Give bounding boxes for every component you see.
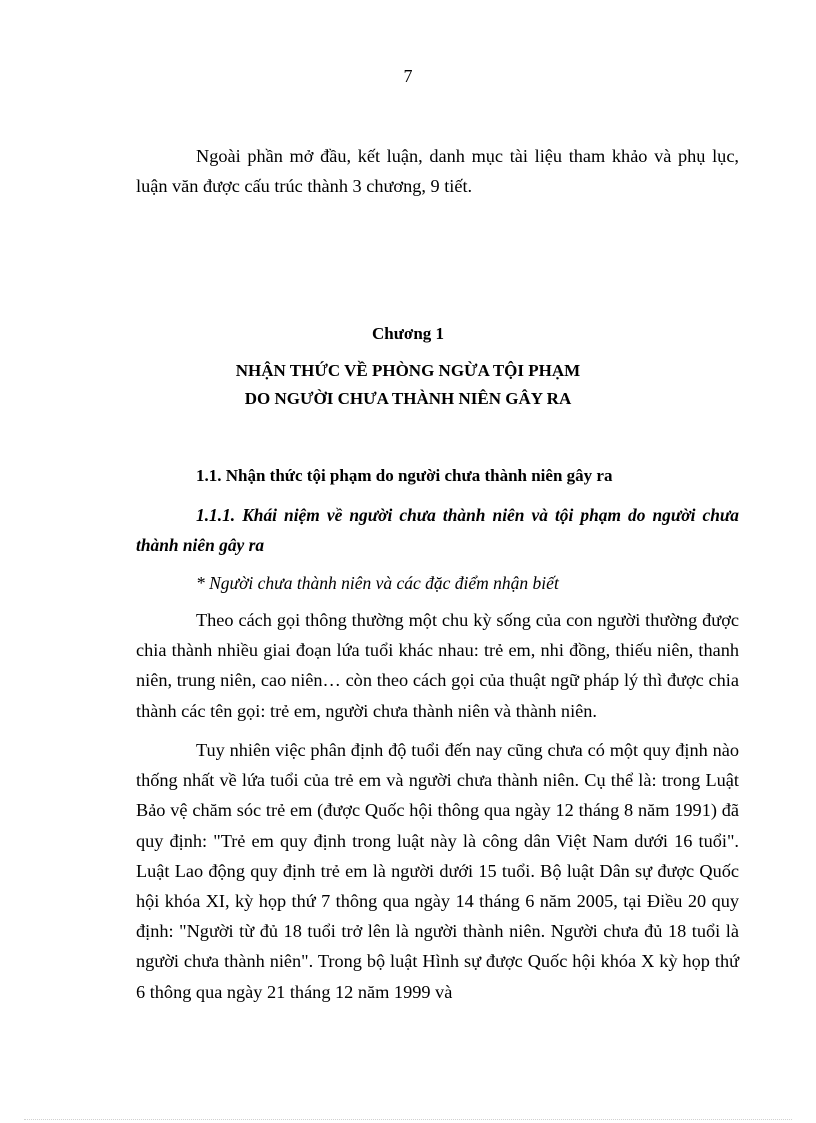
intro-paragraph: Ngoài phần mở đầu, kết luận, danh mục tài liệu tham khảo và phụ lục, luận văn được cấu trúc thành 3 chương, 9 tiết. bbox=[136, 146, 739, 197]
section-heading: 1.1. Nhận thức tội phạm do người chưa thành niên gây ra bbox=[196, 466, 613, 485]
topic-line: * Người chưa thành niên và các đặc điểm nhận biết bbox=[196, 573, 559, 593]
body-paragraph-2: Tuy nhiên việc phân định độ tuổi đến nay cũng chưa có một quy định nào thống nhất về lứa tuổi của trẻ em và người chưa thành niên. Cụ thể là: trong Luật Bảo vệ chăm sóc trẻ em (được Quốc hội thông qua ngày 12 tháng 8 năm 1991) đã quy định: "Trẻ em quy định trong luật này là công dân Việt Nam dưới 16 tuổi". Luật Lao động quy định trẻ em là người dưới 15 tuổi. Bộ luật Dân sự được Quốc hội khóa XI, kỳ họp thứ 7 thông qua ngày 14 tháng 6 năm 2005, tại Điều 20 quy định: "Người từ đủ 18 tuổi trở lên là người thành niên. Người chưa đủ 18 tuổi là người chưa thành niên". Trong bộ luật Hình sự được Quốc hội khóa X kỳ họp thứ 6 thông qua ngày 21 tháng 12 năm 1999 và bbox=[136, 740, 739, 1002]
page-bottom-rule bbox=[24, 1119, 792, 1120]
subsection-heading: 1.1.1. Khái niệm về người chưa thành niên và tội phạm do người chưa thành niên gây ra bbox=[136, 505, 739, 555]
chapter-title bbox=[0, 357, 816, 413]
chapter-label: Chương 1 bbox=[371, 324, 445, 343]
body-paragraph-1: Theo cách gọi thông thường một chu kỳ sống của con người thường được chia thành nhiều giai đoạn lứa tuổi khác nhau: trẻ em, nhi đồng, thiếu niên, thanh niên, trung niên, cao niên… còn theo cách gọi của thuật ngữ pháp lý thì được chia thành các tên gọi: trẻ em, người chưa thành niên và thành niên. bbox=[136, 610, 739, 721]
chapter-title-line-1: NHẬN THỨC VỀ PHÒNG NGỪA TỘI PHẠM bbox=[235, 361, 581, 380]
page-number: 7 bbox=[403, 66, 413, 86]
chapter-title-line-2: DO NGƯỜI CHƯA THÀNH NIÊN GÂY RA bbox=[244, 389, 572, 408]
